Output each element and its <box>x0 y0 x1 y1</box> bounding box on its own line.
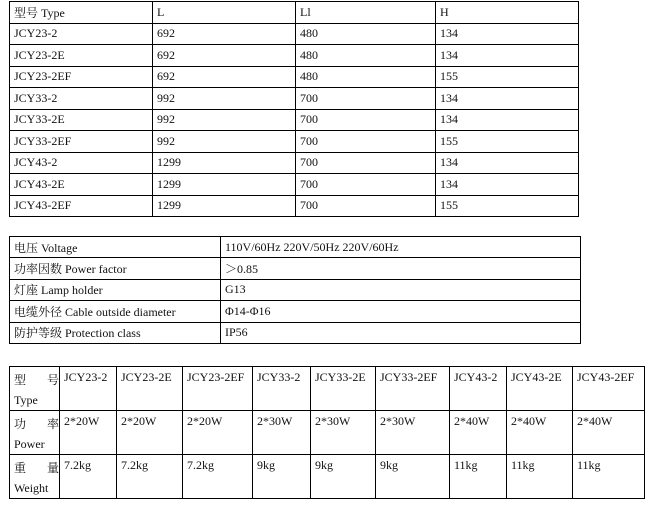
table-row <box>10 174 579 196</box>
protection-class-label: 防护等级 Protection class <box>10 322 221 343</box>
cell-l: 1299 <box>153 152 296 174</box>
table-row <box>10 237 581 258</box>
weight-cell: 7.2kg <box>60 455 117 499</box>
header-h: H <box>436 2 579 24</box>
cell-h: 134 <box>436 88 579 110</box>
dimensions-table <box>9 1 579 217</box>
cell-type: JCY23-2E <box>10 45 153 67</box>
cell-l1: 700 <box>296 131 436 153</box>
weight-cell: 11kg <box>450 455 507 499</box>
type-label <box>10 367 69 411</box>
table-row <box>10 258 581 279</box>
model-cell: JCY23-2E <box>117 367 183 411</box>
cell-h: 134 <box>436 23 579 45</box>
cell-l1: 480 <box>296 45 436 67</box>
power-cell: 2*40W <box>507 411 573 455</box>
table-row <box>10 109 579 131</box>
model-cell: JCY43-2EF <box>573 367 645 411</box>
cell-type: JCY23-2EF <box>10 66 153 88</box>
cell-l: 692 <box>153 45 296 67</box>
model-cell: JCY23-2EF <box>183 367 253 411</box>
power-row <box>10 411 645 455</box>
power-cell: 2*40W <box>450 411 507 455</box>
cell-type: JCY43-2E <box>10 174 153 196</box>
power-cell: 2*30W <box>253 411 311 455</box>
protection-class-value: IP56 <box>221 322 581 343</box>
type-label-en: Type <box>14 393 38 407</box>
cell-l: 1299 <box>153 174 296 196</box>
table-row <box>10 45 579 67</box>
cell-type: JCY33-2 <box>10 88 153 110</box>
type-row <box>10 367 645 411</box>
cell-h: 134 <box>436 109 579 131</box>
cell-l1: 700 <box>296 152 436 174</box>
cell-l1: 480 <box>296 23 436 45</box>
power-cell: 2*40W <box>573 411 645 455</box>
power-label <box>10 411 69 455</box>
model-cell: JCY33-2EF <box>376 367 450 411</box>
table-row <box>10 88 579 110</box>
type-label-cn: 型 号 <box>14 373 69 387</box>
weight-row <box>10 455 645 499</box>
weight-label <box>10 455 69 499</box>
lamp-holder-value: G13 <box>221 279 581 300</box>
cell-l: 992 <box>153 131 296 153</box>
power-cell: 2*30W <box>376 411 450 455</box>
cell-l: 1299 <box>153 195 296 217</box>
table-row <box>10 279 581 300</box>
power-label-cn: 功 率 <box>14 417 69 431</box>
cell-h: 134 <box>436 152 579 174</box>
weight-cell: 11kg <box>507 455 573 499</box>
cell-type: JCY33-2E <box>10 109 153 131</box>
table-row <box>10 23 579 45</box>
table-row <box>10 131 579 153</box>
cell-h: 155 <box>436 195 579 217</box>
weight-label-cn: 重 量 <box>14 461 69 475</box>
power-cell: 2*20W <box>183 411 253 455</box>
weight-cell: 9kg <box>376 455 450 499</box>
cell-l: 692 <box>153 66 296 88</box>
table-row <box>10 195 579 217</box>
voltage-label: 电压 Voltage <box>10 237 221 258</box>
weight-cell: 9kg <box>311 455 376 499</box>
header-l: L <box>153 2 296 24</box>
model-cell: JCY33-2 <box>253 367 311 411</box>
cell-l1: 700 <box>296 195 436 217</box>
cell-type: JCY33-2EF <box>10 131 153 153</box>
header-type: 型号 Type <box>10 2 153 24</box>
cell-h: 134 <box>436 45 579 67</box>
cell-type: JCY43-2EF <box>10 195 153 217</box>
lamp-holder-label: 灯座 Lamp holder <box>10 279 221 300</box>
model-cell: JCY33-2E <box>311 367 376 411</box>
header-l1: Ll <box>296 2 436 24</box>
power-factor-value: ＞0.85 <box>221 258 581 279</box>
table-row <box>10 152 579 174</box>
weight-label-en: Weight <box>14 481 49 495</box>
cell-h: 155 <box>436 131 579 153</box>
cell-h: 134 <box>436 174 579 196</box>
model-cell: JCY23-2 <box>60 367 117 411</box>
model-table <box>9 366 645 499</box>
weight-cell: 7.2kg <box>183 455 253 499</box>
cable-diameter-label: 电缆外径 Cable outside diameter <box>10 301 221 322</box>
cell-l: 692 <box>153 23 296 45</box>
table-row <box>10 301 581 322</box>
weight-cell: 11kg <box>573 455 645 499</box>
voltage-value: 110V/60Hz 220V/50Hz 220V/60Hz <box>221 237 581 258</box>
cell-type: JCY23-2 <box>10 23 153 45</box>
electrical-table <box>9 236 581 344</box>
cell-type: JCY43-2 <box>10 152 153 174</box>
table-row <box>10 66 579 88</box>
table-row <box>10 322 581 343</box>
cell-l1: 700 <box>296 88 436 110</box>
cable-diameter-value: Φ14-Φ16 <box>221 301 581 322</box>
power-cell: 2*20W <box>60 411 117 455</box>
model-cell: JCY43-2E <box>507 367 573 411</box>
power-cell: 2*30W <box>311 411 376 455</box>
cell-l: 992 <box>153 88 296 110</box>
cell-h: 155 <box>436 66 579 88</box>
table-header-row <box>10 2 579 24</box>
weight-cell: 7.2kg <box>117 455 183 499</box>
cell-l1: 700 <box>296 174 436 196</box>
power-cell: 2*20W <box>117 411 183 455</box>
cell-l1: 700 <box>296 109 436 131</box>
model-cell: JCY43-2 <box>450 367 507 411</box>
cell-l1: 480 <box>296 66 436 88</box>
cell-l: 992 <box>153 109 296 131</box>
power-label-en: Power <box>14 437 45 451</box>
weight-cell: 9kg <box>253 455 311 499</box>
power-factor-label: 功率因数 Power factor <box>10 258 221 279</box>
